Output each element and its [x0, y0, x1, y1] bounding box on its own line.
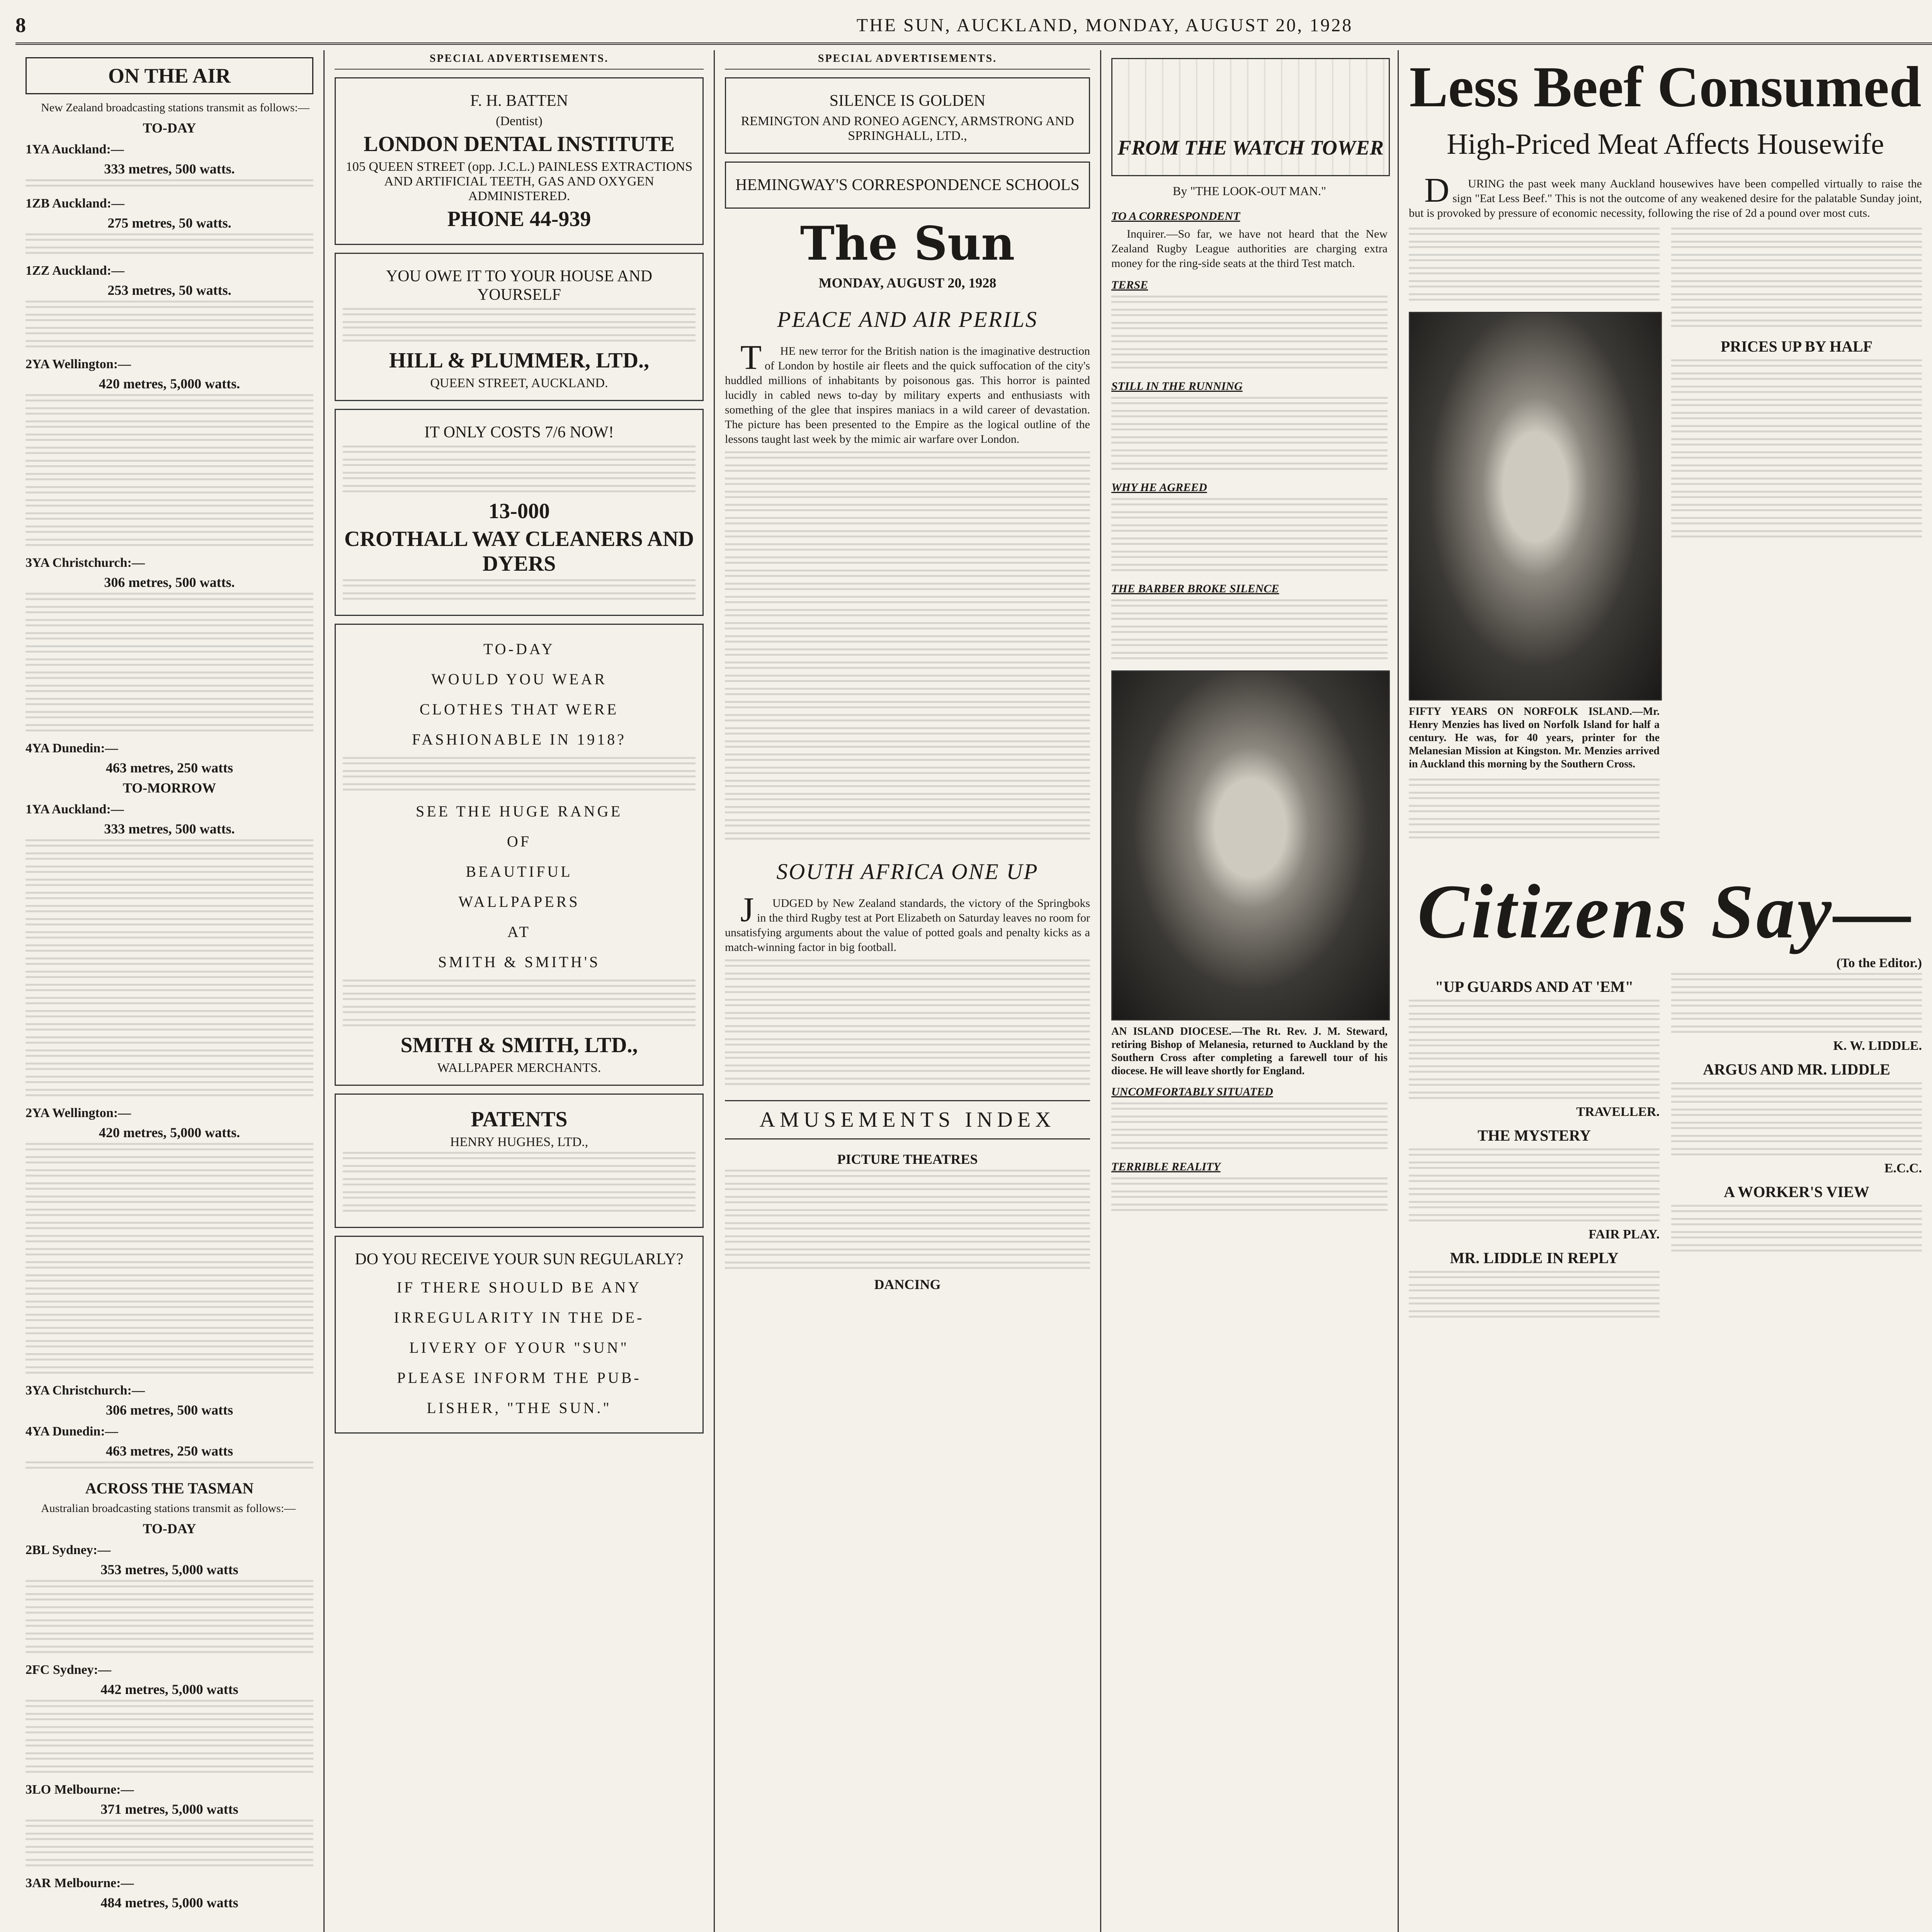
- correspondent-paragraph: Inquirer.—So far, we have not heard that the New Zealand Rugby League authorities are charging extra money for the ring-side seats at the third Test match.: [1111, 228, 1388, 270]
- editorial-title-air-perils: PEACE AND AIR PERILS: [777, 307, 1038, 332]
- column-watch-tower: FROM THE WATCH TOWER By "THE LOOK-OUT MAN." TO A CORRESPONDENT Inquirer.—So far, we have not heard that the New Zealand Rugby League authorities are charging extra money for the ring-side seats at the third Test match. TERSE STILL IN THE RUNNING WHY HE AGREED THE BARBER BROKE SILENCE AN ISLAND DIOCESE.—The Rt. Rev. J. M. Steward, retiring Bishop of Melanesia, returned to Auckland by the Southern Cross after completing a farewell tour of his diocese. He will leave shortly for England. UNCOMFORTABLY SITUATED TERRIBLE REALITY: [1101, 50, 1399, 1932]
- remington-ad: SILENCE IS GOLDEN REMINGTON AND RONEO AGENCY, ARMSTRONG AND SPRINGHALL, LTD.,: [725, 77, 1090, 154]
- hill-plummer-ad: YOU OWE IT TO YOUR HOUSE AND YOURSELF HILL & PLUMMER, LTD., QUEEN STREET, AUCKLAND.: [335, 253, 704, 401]
- station-listing-tomorrow: 1YA Auckland:— 333 metres, 500 watts. 2YA Wellington:— 420 metres, 5,000 watts. 3YA Christchurch:— 306 metres, 500 watts 4YA Dunedin:— 463 metres, 250 watts: [26, 802, 313, 1472]
- station-listing-tasman: 2BL Sydney:— 353 metres, 5,000 watts 2FC Sydney:— 442 metres, 5,000 watts 3LO Melbourne:— 371 metres, 5,000 watts 3AR Melbourne:— 484 metres, 5,000 watts: [26, 1543, 313, 1911]
- less-beef-deck: High-Priced Meat Affects Housewife: [1447, 128, 1884, 160]
- editorial-title-south-africa: SOUTH AFRICA ONE UP: [776, 859, 1039, 884]
- special-ads-header: SPECIAL ADVERTISEMENTS.: [335, 50, 704, 70]
- citizens-say-headline: Citizens Say—: [1417, 869, 1913, 954]
- less-beef-headline: Less Beef Consumed: [1409, 55, 1922, 119]
- patents-ad: PATENTS HENRY HUGHES, LTD.,: [335, 1094, 704, 1228]
- masthead: [15, 8, 1932, 45]
- batten-dentist-ad: F. H. BATTEN (Dentist) LONDON DENTAL INSTITUTE 105 QUEEN STREET (opp. J.C.L.) PAINLESS EXTRACTIONS AND ARTIFICIAL TEETH, GAS AND OXYGEN ADMINISTERED. PHONE 44-939: [335, 77, 704, 245]
- crothall-ad: IT ONLY COSTS 7/6 NOW! 13-000 CROTHALL WAY CLEANERS AND DYERS: [335, 409, 704, 616]
- wallpaper-ad: TO-DAY WOULD YOU WEAR CLOTHES THAT WERE FASHIONABLE IN 1918? SEE THE HUGE RANGE OF BEAUTIFUL WALLPAPERS AT SMITH & SMITH'S SMITH & SMITH, LTD., WALLPAPER MERCHANTS.: [335, 624, 704, 1086]
- editorial-body-south-africa: JUDGED by New Zealand standards, the victory of the Springboks in the third Rugby test at Port Elizabeth on Saturday leaves no room for unsatisfying arguments about the value of potted goals and penalty kicks as a match-winning factor in big football.: [725, 891, 1090, 954]
- newspaper-dateline: THE SUN, AUCKLAND, MONDAY, AUGUST 20, 1928: [856, 15, 1353, 36]
- editorial-date: MONDAY, AUGUST 20, 1928: [818, 275, 997, 291]
- less-beef-lead: DURING the past week many Auckland housewives have been compelled virtually to raise the sign "Eat Less Beef." This is not the outcome of any weakened desire for the palatable Sunday joint, but is provoked by pressure of economic necessity, following the rise of 2d a pound over most cuts.: [1409, 171, 1922, 219]
- hemingway-ad: HEMINGWAY'S CORRESPONDENCE SCHOOLS: [725, 162, 1090, 209]
- column-beef-left: Less Beef Consumed High-Priced Meat Affects Housewife DURING the past week many Auckland housewives have been compelled virtually to raise the sign "Eat Less Beef." This is not the outcome of any weakened desire for the palatable Sunday joint, but is provoked by pressure of economic necessity, following the rise of 2d a pound over most cuts. FIFTY YEARS ON NORFOLK ISLAND.—Mr. Henry Menzies has lived on Norfolk Island for half a century. He was, for 40 years, printer for the Melanesian Mission at Kingston. Mr. Menzies arrived in Auckland this morning by the Southern Cross. PRICES UP BY HALF Citizens Say— (To the Editor.) "UP GUARDS AND AT 'EM" TRAVELLER. THE MYSTERY FAIR PLAY. MR. LIDDLE IN REPLY K. W. LIDDLE. ARGUS AND MR. LIDDLE E.C.C. A WORKER'S VIEW: [1399, 50, 1932, 1932]
- radio-intro: New Zealand broadcasting stations transmit as follows:—: [41, 101, 310, 114]
- on-the-air-title: ON THE AIR: [26, 57, 313, 94]
- column-ads-left: [325, 50, 715, 1932]
- menzies-photo-caption: FIFTY YEARS ON NORFOLK ISLAND.—Mr. Henry Menzies has lived on Norfolk Island for half a century. He was, for 40 years, printer for the Melanesian Mission at Kingston. Mr. Menzies arrived in Auckland this morning by the Southern Cross.: [1409, 706, 1660, 770]
- menzies-photo: [1409, 312, 1662, 701]
- letter-title: "UP GUARDS AND AT 'EM": [1435, 978, 1634, 995]
- today-heading: TO-DAY: [143, 120, 196, 136]
- tomorrow-heading: TO-MORROW: [122, 780, 216, 796]
- amusements-index-title: AMUSEMENTS INDEX: [725, 1100, 1090, 1139]
- column-editorial: SPECIAL ADVERTISEMENTS. SILENCE IS GOLDEN REMINGTON AND RONEO AGENCY, ARMSTRONG AND SPRINGHALL, LTD., HEMINGWAY'S CORRESPONDENCE SCHOOLS The Sun MONDAY, AUGUST 20, 1928 PEACE AND AIR PERILS THE new terror for the British nation is the imaginative destruction of London by hostile air fleets and the quick suffocation of the city's huddled millions of inhabitants by poisonous gas. This horror is painted lucidly in cabled news to-day by military experts and enthusiasts with something of the glee that inspires maniacs in a wild career of devastation. The picture has been presented to the Empire as the logical outline of the lessons taught last week by the mimic air warfare over London. SOUTH AFRICA ONE UP JUDGED by New Zealand standards, the victory of the Springboks in the third Rugby test at Port Elizabeth on Saturday leaves no room for unsatisfying arguments about the value of potted goals and penalty kicks as a match-winning factor in big football. AMUSEMENTS INDEX PICTURE THEATRES DANCING: [715, 50, 1101, 1932]
- bishop-photo-caption: AN ISLAND DIOCESE.—The Rt. Rev. J. M. Steward, retiring Bishop of Melanesia, returned to Auckland by the Southern Cross after completing a farewell tour of his diocese. He will leave shortly for England.: [1111, 1026, 1388, 1077]
- bishop-photo: [1111, 670, 1390, 1020]
- watch-tower-logo: FROM THE WATCH TOWER: [1111, 58, 1390, 176]
- picture-theatres-heading: PICTURE THEATRES: [837, 1151, 978, 1167]
- watch-tower-byline: By "THE LOOK-OUT MAN.": [1172, 184, 1327, 198]
- to-the-editor: (To the Editor.): [1836, 956, 1922, 970]
- editorial-body-air-perils: THE new terror for the British nation is the imaginative destruction of London by hostile air fleets and the quick suffocation of the city's huddled millions of inhabitants by poisonous gas. This horror is painted lucidly in cabled news to-day by military experts and enthusiasts with something of the glee that inspires maniacs in a wild career of devastation. The picture has been presented to the Empire as the logical outline of the lessons taught last week by the mimic air warfare over London.: [725, 338, 1090, 446]
- column-radio: ON THE AIR New Zealand broadcasting stations transmit as follows:— TO-DAY 1YA Auckland:— 333 metres, 500 watts. 1ZB Auckland:— 275 metres, 50 watts. 1ZZ Auckland:— 253 metres, 50 watts. 2YA Wellington:— 420 metres, 5,000 watts. 3YA Christchurch:— 306 metres, 500 watts. 4YA Dunedin:— 463 metres, 250 watts TO-MORROW 1YA Auckland:— 333 metres, 500 watts. 2YA Wellington:— 420 metres, 5,000 watts. 3YA Christchurch:— 306 metres, 500 watts 4YA Dunedin:— 463 metres, 250 watts ACROSS THE TASMAN Australian broadcasting stations transmit as follows:— TO-DAY 2BL Sydney:— 353 metres, 5,000 watts 2FC Sydney:— 442 metres, 5,000 watts 3LO Melbourne:— 371 metres, 5,000 watts 3AR Melbourne:— 484 metres, 5,000 watts: [15, 50, 325, 1932]
- sun-delivery-ad: DO YOU RECEIVE YOUR SUN REGULARLY? IF THERE SHOULD BE ANY IRREGULARITY IN THE DE- LIVERY OF YOUR "SUN" PLEASE INFORM THE PUB- LISHER, "THE SUN.": [335, 1236, 704, 1434]
- dancing-heading: DANCING: [874, 1277, 941, 1292]
- tasman-heading: ACROSS THE TASMAN: [85, 1480, 254, 1497]
- tasman-intro: Australian broadcasting stations transmit as follows:—: [41, 1502, 296, 1515]
- station-listing: 1YA Auckland:— 333 metres, 500 watts. 1ZB Auckland:— 275 metres, 50 watts. 1ZZ Auckland:— 253 metres, 50 watts. 2YA Wellington:— 420 metres, 5,000 watts. 3YA Christchurch:— 306 metres, 500 watts. 4YA Dunedin:— 463 metres, 250 watts: [26, 142, 313, 776]
- prices-up-subhead: PRICES UP BY HALF: [1720, 338, 1872, 355]
- the-sun-logo: The Sun: [800, 216, 1015, 271]
- page-number: 8: [15, 14, 27, 37]
